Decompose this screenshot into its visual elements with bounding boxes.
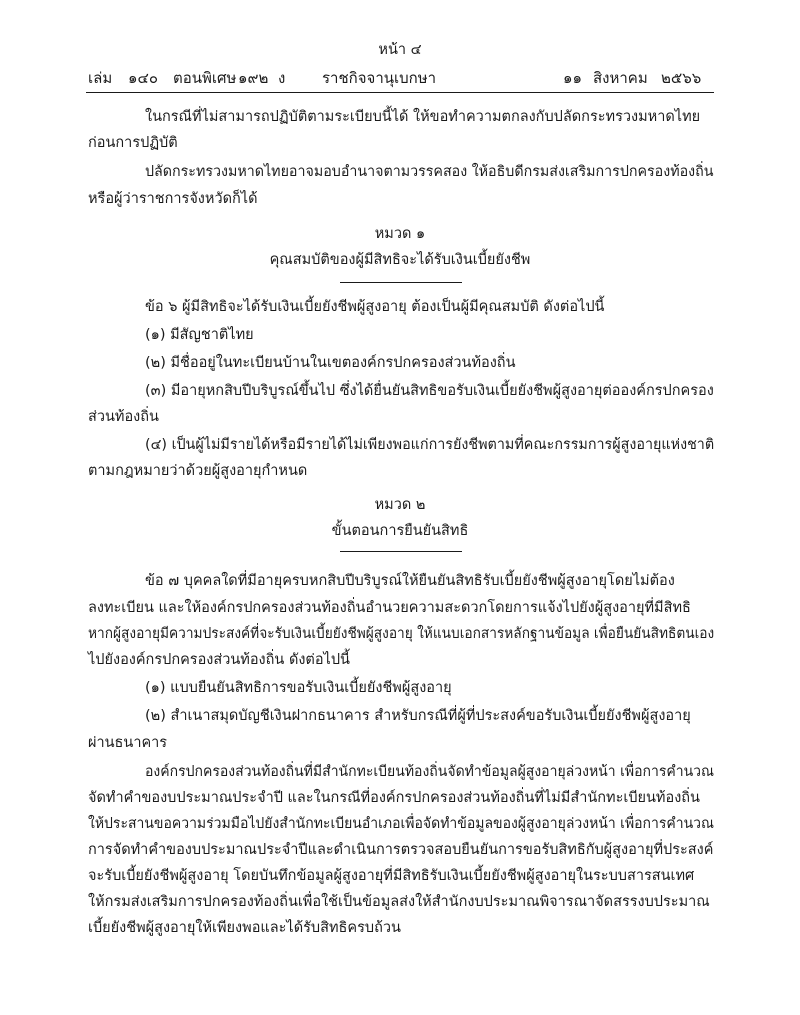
clause7-line1: ข้อ ๗ บุคคลใดที่มีอายุครบหกสิบปีบริบูรณ์ให้ยืนยันสิทธิรับเบี้ยยังชีพผู้สูงอายุโดยไม่ต้อง	[145, 573, 675, 589]
para-line1: องค์กรปกครองส่วนท้องถิ่นที่มีสำนักทะเบียนท้องถิ่นจัดทำข้อมูลผู้สูงอายุล่วงหน้า เพื่อการคำนวณ	[145, 764, 715, 780]
clause6: ข้อ ๖ ผู้มีสิทธิจะได้รับเงินเบี้ยยังชีพผู้สูงอายุ ต้องเป็นผู้มีคุณสมบัติ ดังต่อไปนี้	[145, 299, 605, 315]
clause6-item3-line2: ส่วนท้องถิ่น	[88, 409, 159, 425]
clause7-item2-line2: ผ่านธนาคาร	[88, 735, 168, 751]
volume-number: ๑๔๐	[128, 69, 159, 87]
clause7-line2: ลงทะเบียน และให้องค์กรปกครองส่วนท้องถิ่นอำนวยความสะดวกโดยการแจ้งไปยังผู้สูงอายุที่มีสิทธิ	[88, 600, 691, 616]
para-line6: ให้กรมส่งเสริมการปกครองท้องถิ่นเพื่อใช้เป็นข้อมูลส่งให้สำนักงบประมาณพิจารณาจัดสรรงบประมาณ	[88, 894, 710, 910]
issue-label: ตอนพิเศษ	[173, 69, 237, 87]
para-line3: ให้ประสานขอความร่วมมือไปยังสำนักทะเบียนอำเภอเพื่อจัดทำข้อมูลของผู้สูงอายุล่วงหน้า เพื่อการคำนวณ	[88, 816, 714, 832]
clause6-item4-line2: ตามกฎหมายว่าด้วยผู้สูงอายุกำหนด	[88, 463, 308, 479]
intro-p2-line1: ปลัดกระทรวงมหาดไทยอาจมอบอำนาจตามวรรคสอง ให้อธิบดีกรมส่งเสริมการปกครองท้องถิ่น	[145, 164, 714, 180]
intro-p2-line2: หรือผู้ว่าราชการจังหวัดก็ได้	[88, 191, 258, 207]
intro-p1-line1: ในกรณีที่ไม่สามารถปฏิบัติตามระเบียบนี้ได้ ให้ขอทำความตกลงกับปลัดกระทรวงมหาดไทย	[145, 109, 701, 125]
intro-p1-line2: ก่อนการปฏิบัติ	[88, 135, 178, 151]
clause6-item3-line1: (๓) มีอายุหกสิบปีบริบูรณ์ขึ้นไป ซึ่งได้ยื่นยันสิทธิขอรับเงินเบี้ยยังชีพผู้สูงอายุต่อองค์กรปกครอง	[145, 383, 714, 399]
header-rule	[86, 92, 714, 93]
date-year: ๒๕๖๖	[661, 69, 702, 87]
chapter2-rule	[340, 551, 462, 552]
para-line2: จัดทำคำของบประมาณประจำปี และในกรณีที่องค์กรปกครองส่วนท้องถิ่นที่ไม่มีสำนักทะเบียนท้องถิ่น	[88, 790, 700, 806]
publication-name: ราชกิจจานุเบกษา	[322, 69, 437, 87]
date-month: สิงหาคม	[593, 69, 648, 87]
issue-number: ๑๙๒	[238, 69, 269, 87]
date-day: ๑๑	[563, 69, 583, 87]
page-number: หน้า ๔	[378, 42, 422, 58]
clause7-line3: หากผู้สูงอายุมีความประสงค์ที่จะรับเงินเบี้ยยังชีพผู้สูงอายุ ให้แนบเอกสารหลักฐานข้อมูล เพื่อยืนยันสิทธิตนเอง	[88, 626, 715, 642]
clause7-line4: ไปยังองค์กรปกครองส่วนท้องถิ่น ดังต่อไปนี้	[88, 652, 350, 668]
clause6-item4-line1: (๔) เป็นผู้ไม่มีรายได้หรือมีรายได้ไม่เพียงพอแก่การยังชีพตามที่คณะกรรมการผู้สูงอายุแห่งชาติ	[145, 437, 715, 453]
chapter2-title: ขั้นตอนการยืนยันสิทธิ	[331, 523, 469, 539]
para-line4: การจัดทำคำของบประมาณประจำปีและดำเนินการตรวจสอบยืนยันการขอรับสิทธิกับผู้สูงอายุที่ประสงค์	[88, 842, 714, 858]
clause7-item2-line1: (๒) สำเนาสมุดบัญชีเงินฝากธนาคาร สำหรับกรณีที่ผู้ที่ประสงค์ขอรับเงินเบี้ยยังชีพผู้สูงอายุ	[145, 708, 691, 724]
clause7-item1: (๑) แบบยืนยันสิทธิการขอรับเงินเบี้ยยังชีพผู้สูงอายุ	[145, 680, 452, 696]
clause6-item2: (๒) มีชื่ออยู่ในทะเบียนบ้านในเขตองค์กรปกครองส่วนท้องถิ่น	[145, 355, 516, 371]
issue-suffix: ง	[278, 69, 286, 87]
volume-label: เล่ม	[88, 69, 113, 87]
clause6-item1: (๑) มีสัญชาติไทย	[145, 327, 254, 343]
para-line7: เบี้ยยังชีพผู้สูงอายุให้เพียงพอและได้รับสิทธิครบถ้วน	[88, 920, 401, 936]
chapter1-heading: หมวด ๑	[374, 226, 426, 242]
chapter1-rule	[340, 282, 462, 283]
chapter2-heading: หมวด ๒	[374, 497, 426, 513]
para-line5: จะรับเบี้ยยังชีพผู้สูงอายุ โดยบันทึกข้อมูลผู้สูงอายุที่มีสิทธิรับเงินเบี้ยยังชีพผู้สูงอายุในระบบสารสนเทศ	[88, 868, 695, 884]
chapter1-title: คุณสมบัติของผู้มีสิทธิจะได้รับเงินเบี้ยยังชีพ	[269, 252, 531, 268]
